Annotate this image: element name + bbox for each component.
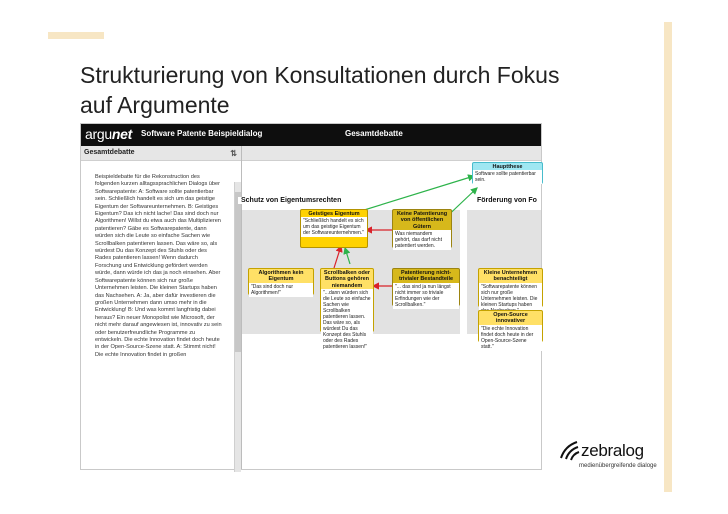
node-algorithmen-title: Algorithmen kein Eigentum — [258, 270, 304, 283]
debate-text-panel — [81, 146, 242, 469]
node-scrollbalken[interactable] — [320, 268, 374, 350]
node-geistiges-eigentum[interactable] — [300, 209, 368, 248]
zebralog-logo — [557, 438, 667, 478]
node-eigentum-title: Geistiges Eigentum — [308, 211, 360, 217]
node-scrollbalken-body: "...dann würden sich die Leute so einfache Sachen wie Scrollbalken patentieren lassen. Das wäre so, als würdest Du das Konzept des Stuhls oder des Rades patentieren lassen!" — [321, 289, 373, 351]
arrow-scrollbalken-to-eigentum — [345, 248, 350, 264]
node-nicht-trivial[interactable] — [392, 268, 460, 306]
argunet-logo — [85, 126, 132, 142]
argument-map-panel — [242, 146, 541, 469]
node-keine-patentierung[interactable] — [392, 209, 452, 248]
panel-heading-label: Gesamtdebatte — [84, 149, 135, 156]
app-header — [81, 124, 541, 146]
node-eigentum-body: "Schließlich handelt es sich um das geistige Eigentum der Softwareunternehmen." — [301, 217, 367, 237]
band-label-foerderung: Förderung von Fo — [474, 197, 540, 204]
node-open-source-title: Open-Source innovativer — [493, 312, 528, 325]
node-keine-pat-title: Keine Patentierung von öffentlichen Gütern — [396, 211, 448, 230]
brand-tagline: medienübergreifende dialoge — [579, 463, 657, 469]
node-nicht-trivial-body: "... das sind ja nun längst nicht immer so triviale Erfindungen wie der Scrollbalken." — [393, 283, 459, 309]
argument-map — [242, 160, 541, 469]
node-open-source-body: "Die echte Innovation findet doch heute in der Open-Source-Szene statt." — [479, 325, 542, 351]
node-nicht-trivial-title: Patentierung nicht-trivialer Bestandteile — [398, 270, 454, 283]
slide-title — [80, 60, 640, 120]
tab-gesamtdebatte[interactable]: Gesamtdebatte — [345, 129, 403, 138]
node-kleine-unt-body: "Softwarepatente können sich nur große Unternehmen leisten. Die kleinen Startups haben — [479, 283, 542, 315]
decorative-bar-top — [48, 32, 104, 39]
arrow-algorithmen-attacks-eigentum — [334, 246, 341, 268]
node-hauptthese-title: Hauptthese — [492, 164, 523, 170]
debate-text: Beispieldebatte für die Rekonstruction des folgenden kurzen alltagssprachlichen Dialogs über Softwarepatente: A: Software sollte patentierbar sein. Schließlich handelt es sich um das geistige Eigentum der Softwareunternehmen. B: Geistiges Eigentum? Das ich nicht lache! Das sind doch nur Algorithmen! Willst du etwa auch das Multiplizieren patentieren? Gäbe es Softwarepatente, dann würden sich die Leute so einfache Sachen wie Scrollbalken patentieren lassen. Das wäre so, als würdest Du das Konzept des Stuhls oder des Rades patentieren lassen! Wenn dadurch Forschung und Entwicklung gefördert werden würde, dann würde ich das ja noch einsehen. Aber Softwarepatente können sich nur große Unternehmen leisten. Die kleinen Startups haben das Nachsehen. A: Ja, aber dafür investieren die großen Unternehmen dann umso mehr in die Entwicklung! B: Und was kommt langfristig dabei heraus? Ein neuer Monopolist wie Microsoft, der nicht mehr darauf angewiesen ist, innovativ zu sein oder benutzerfreundliche Programme zu entwickeln. Die echte Innovation findet doch heute in der Open-Source-Szene statt. A: Stimmt nicht! Die echte Innovation findet in großen — [95, 174, 222, 358]
node-open-source[interactable] — [478, 310, 543, 350]
decorative-bar-right — [664, 22, 672, 492]
map-heading — [242, 146, 541, 161]
node-kleine-unt-title: Kleine Unternehmen benachteiligt — [483, 270, 538, 283]
scrollbar[interactable] — [234, 182, 241, 472]
debate-title: Software Patente Beispieldialog — [141, 129, 263, 138]
slide-title-line1: Strukturierung von Konsultationen durch Fokus — [80, 62, 560, 88]
node-hauptthese-body: Software sollte patentierbar sein. — [473, 170, 542, 184]
argunet-screenshot — [80, 123, 542, 470]
logo-part-net: net — [111, 126, 132, 142]
zebra-icon — [557, 438, 581, 464]
slide-title-line2: auf Argumente — [80, 92, 230, 118]
logo-part-argu: argu — [85, 126, 112, 142]
node-kleine-unternehmen[interactable] — [478, 268, 543, 307]
brand-name: zebralog — [581, 441, 644, 460]
sort-icon[interactable]: ⇅ — [230, 149, 237, 158]
node-scrollbalken-title: Scrollbalken oder Buttons gehören niemandem — [323, 270, 371, 289]
node-algorithmen-body: "Das sind doch nur Algorithmen!" — [249, 283, 313, 297]
node-algorithmen[interactable] — [248, 268, 314, 295]
scroll-thumb[interactable] — [235, 192, 241, 352]
node-keine-pat-body: Was niemandem gehört, das darf nicht patentiert werden. — [393, 230, 451, 250]
panel-heading — [81, 146, 241, 161]
band-label-eigentumsrechte: Schutz von Eigentumsrechten — [238, 197, 344, 204]
node-hauptthese[interactable] — [472, 162, 543, 184]
